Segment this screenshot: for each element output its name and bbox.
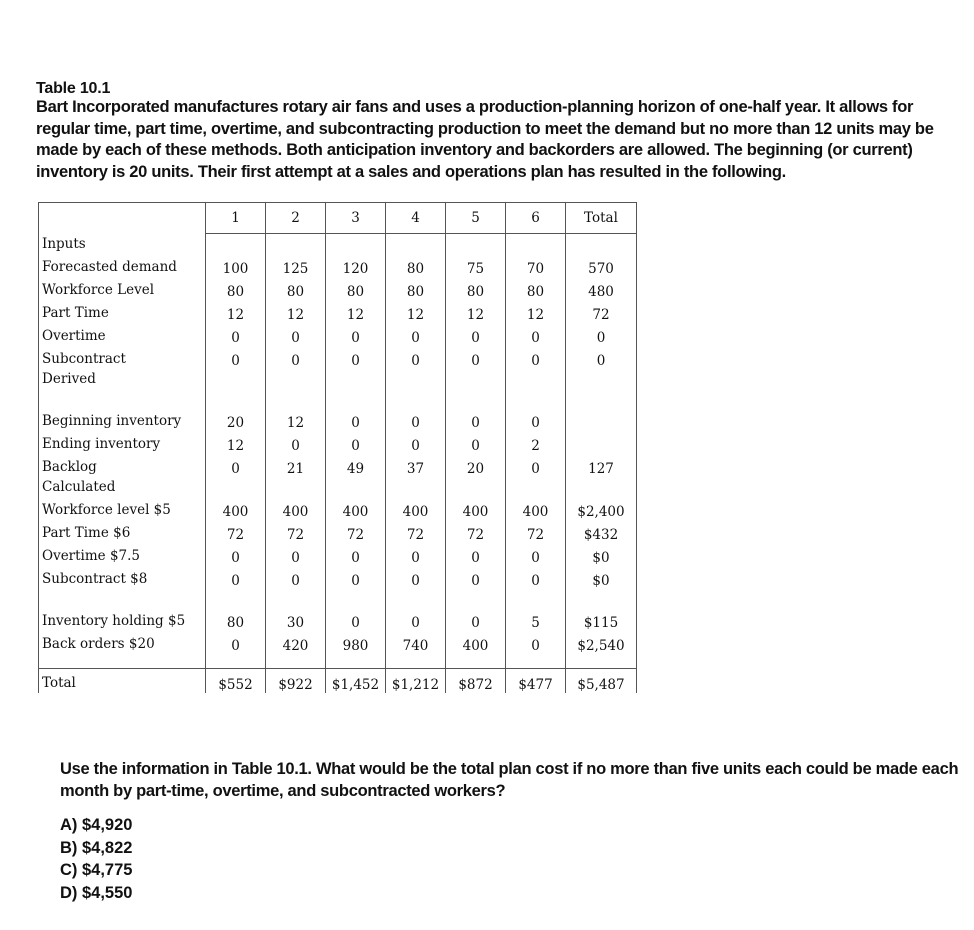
- question-text: Use the information in Table 10.1. What would be the total plan cost if no more than five units each could be made each month by part-time, overtime, and subcontracted workers?: [60, 760, 959, 800]
- table-cell: [506, 234, 566, 255]
- table-cell: [446, 477, 506, 497]
- table-cell: 2: [506, 431, 566, 454]
- table-cell: 0: [206, 631, 266, 654]
- table-cell: 0: [326, 543, 386, 566]
- row-label: Subcontract $8: [39, 566, 206, 589]
- table-cell: [506, 369, 566, 389]
- table-cell: [566, 234, 637, 255]
- table-cell: $0: [566, 566, 637, 589]
- table-cell: 0: [386, 346, 446, 369]
- spacer-row: [39, 654, 637, 669]
- table-row: [39, 589, 637, 631]
- table-cell: 75: [446, 254, 506, 277]
- table-cell: [206, 234, 266, 255]
- section-label-row: [39, 369, 637, 389]
- table-cell: 12: [266, 389, 326, 431]
- table-cell: 12: [446, 300, 506, 323]
- table-cell: $5,487: [566, 669, 637, 694]
- table-cell: 480: [566, 277, 637, 300]
- table-cell: [326, 369, 386, 389]
- table-cell: $2,400: [566, 497, 637, 520]
- table-cell: $432: [566, 520, 637, 543]
- table-cell: 80: [386, 254, 446, 277]
- row-label: Workforce Level: [39, 277, 206, 300]
- table-cell: [266, 369, 326, 389]
- table-cell: 0: [506, 323, 566, 346]
- total-row: [39, 669, 637, 694]
- table-cell: $115: [566, 589, 637, 631]
- row-label: [39, 654, 206, 669]
- table-cell: 0: [386, 589, 446, 631]
- table-cell: 400: [326, 497, 386, 520]
- table-cell: 400: [386, 497, 446, 520]
- table-cell: 0: [326, 346, 386, 369]
- table-row: [39, 300, 637, 323]
- table-cell: 12: [206, 300, 266, 323]
- table-cell: 400: [446, 631, 506, 654]
- table-cell: 0: [206, 543, 266, 566]
- table-cell: 0: [266, 543, 326, 566]
- row-label: Back orders $20: [39, 631, 206, 654]
- row-label: Workforce level $5: [39, 497, 206, 520]
- table-cell: 72: [566, 300, 637, 323]
- intro-paragraph: Bart Incorporated manufactures rotary air fans and uses a production-planning horizon of one-half year. It allows for regular time, part time, overtime, and subcontracting production to meet the demand but no more than 12 units may be made by each of these methods. Both anticipation inventory and backorders are allowed. The beginning (or current) inventory is 20 units. Their first attempt at a sales and operations plan has resulted in the following.: [36, 98, 934, 181]
- table-title: Table 10.1: [36, 80, 111, 97]
- table-cell: 120: [326, 254, 386, 277]
- table-row: [39, 631, 637, 654]
- table-cell: 0: [446, 346, 506, 369]
- table-cell: [386, 369, 446, 389]
- table-cell: 740: [386, 631, 446, 654]
- table-cell: 80: [326, 277, 386, 300]
- table-cell: 0: [326, 589, 386, 631]
- table-cell: 0: [326, 389, 386, 431]
- table-cell: [566, 369, 637, 389]
- table-row: [39, 254, 637, 277]
- table-cell: 0: [206, 454, 266, 477]
- table-cell: 0: [506, 631, 566, 654]
- table-cell: [326, 654, 386, 669]
- column-header: 1: [206, 203, 266, 234]
- table-cell: 30: [266, 589, 326, 631]
- table-cell: 0: [446, 543, 506, 566]
- table-cell: 5: [506, 589, 566, 631]
- table-cell: [446, 369, 506, 389]
- table-cell: 0: [266, 346, 326, 369]
- table-cell: [566, 431, 637, 454]
- row-label: Calculated: [39, 477, 206, 497]
- table-cell: [446, 234, 506, 255]
- table-row: [39, 520, 637, 543]
- table-cell: [206, 369, 266, 389]
- table-cell: 0: [386, 566, 446, 589]
- table-cell: 80: [446, 277, 506, 300]
- table-cell: 21: [266, 454, 326, 477]
- table-cell: 0: [206, 346, 266, 369]
- column-header: Total: [566, 203, 637, 234]
- table-cell: 37: [386, 454, 446, 477]
- table-cell: [326, 234, 386, 255]
- table-row: [39, 566, 637, 589]
- table-cell: [266, 654, 326, 669]
- table-cell: $0: [566, 543, 637, 566]
- table-cell: 0: [566, 323, 637, 346]
- table-row: [39, 543, 637, 566]
- table-cell: 80: [206, 277, 266, 300]
- table-cell: 0: [266, 431, 326, 454]
- table-cell: 0: [446, 589, 506, 631]
- table-cell: 570: [566, 254, 637, 277]
- table-cell: 0: [326, 323, 386, 346]
- table-cell: 0: [206, 566, 266, 589]
- table-cell: 0: [506, 346, 566, 369]
- row-label: Part Time $6: [39, 520, 206, 543]
- table-cell: [266, 477, 326, 497]
- table-cell: 0: [386, 543, 446, 566]
- table-cell: $1,452: [326, 669, 386, 694]
- column-header: 3: [326, 203, 386, 234]
- table-cell: $922: [266, 669, 326, 694]
- table-row: [39, 323, 637, 346]
- row-label: Derived: [39, 369, 206, 389]
- table-cell: [446, 654, 506, 669]
- table-cell: [386, 234, 446, 255]
- table-cell: 0: [506, 543, 566, 566]
- table-cell: [506, 654, 566, 669]
- table-cell: 0: [266, 323, 326, 346]
- table-cell: [206, 477, 266, 497]
- table-cell: 72: [206, 520, 266, 543]
- table-cell: 20: [206, 389, 266, 431]
- section-label-row: [39, 234, 637, 255]
- table-cell: 12: [206, 431, 266, 454]
- table-row: [39, 277, 637, 300]
- table-cell: 80: [386, 277, 446, 300]
- table-cell: 0: [386, 323, 446, 346]
- table-cell: 12: [326, 300, 386, 323]
- table-cell: [386, 654, 446, 669]
- answer-option: D) $4,550: [60, 883, 133, 902]
- answer-options: [60, 814, 132, 904]
- table-cell: $477: [506, 669, 566, 694]
- column-header: [39, 203, 206, 234]
- table-cell: 400: [266, 497, 326, 520]
- table-cell: [266, 234, 326, 255]
- row-label: Part Time: [39, 300, 206, 323]
- table-cell: [566, 477, 637, 497]
- table-cell: 72: [326, 520, 386, 543]
- row-label: Inputs: [39, 234, 206, 255]
- answer-option: C) $4,775: [60, 861, 133, 879]
- table-cell: 0: [446, 389, 506, 431]
- table-row: [39, 389, 637, 431]
- column-header: 6: [506, 203, 566, 234]
- table-cell: 400: [506, 497, 566, 520]
- table-cell: 12: [506, 300, 566, 323]
- table-cell: [386, 477, 446, 497]
- table-cell: 80: [266, 277, 326, 300]
- row-label: Overtime: [39, 323, 206, 346]
- table-cell: 49: [326, 454, 386, 477]
- row-label: Inventory holding $5: [39, 589, 206, 631]
- table-cell: 72: [266, 520, 326, 543]
- table-cell: [206, 654, 266, 669]
- table-cell: 980: [326, 631, 386, 654]
- table-row: [39, 431, 637, 454]
- table-cell: 0: [386, 389, 446, 431]
- row-label: Backlog: [39, 454, 206, 477]
- table-cell: 100: [206, 254, 266, 277]
- sales-operations-plan-table: [38, 202, 637, 693]
- table-cell: 70: [506, 254, 566, 277]
- table-cell: $552: [206, 669, 266, 694]
- table-cell: 420: [266, 631, 326, 654]
- section-label-row: [39, 477, 637, 497]
- table-cell: 12: [266, 300, 326, 323]
- table-cell: [566, 389, 637, 431]
- row-label: Total: [39, 669, 206, 694]
- table-cell: 0: [206, 323, 266, 346]
- table-cell: 400: [206, 497, 266, 520]
- table-cell: $1,212: [386, 669, 446, 694]
- row-label: Subcontract: [39, 346, 206, 369]
- table-cell: 20: [446, 454, 506, 477]
- row-label: Beginning inventory: [39, 389, 206, 431]
- table-cell: 127: [566, 454, 637, 477]
- table-cell: 72: [506, 520, 566, 543]
- table-row: [39, 454, 637, 477]
- row-label: Overtime $7.5: [39, 543, 206, 566]
- table-cell: 72: [446, 520, 506, 543]
- table-cell: [506, 477, 566, 497]
- row-label: Ending inventory: [39, 431, 206, 454]
- table-cell: 0: [566, 346, 637, 369]
- table-cell: $2,540: [566, 631, 637, 654]
- table-cell: 0: [386, 431, 446, 454]
- table-row: [39, 497, 637, 520]
- table-cell: 72: [386, 520, 446, 543]
- table-cell: 12: [386, 300, 446, 323]
- table-cell: 0: [506, 389, 566, 431]
- table-cell: 125: [266, 254, 326, 277]
- answer-option: A) $4,920: [60, 816, 133, 834]
- table-cell: 0: [266, 566, 326, 589]
- table-cell: 0: [506, 454, 566, 477]
- table-header-row: [39, 203, 637, 234]
- table-cell: [566, 654, 637, 669]
- table-cell: $872: [446, 669, 506, 694]
- table-cell: 80: [206, 589, 266, 631]
- table-cell: 0: [446, 566, 506, 589]
- table-cell: [326, 477, 386, 497]
- table-row: [39, 346, 637, 369]
- answer-option: B) $4,822: [60, 838, 133, 857]
- table-cell: 0: [326, 431, 386, 454]
- table-cell: 80: [506, 277, 566, 300]
- column-header: 2: [266, 203, 326, 234]
- column-header: 5: [446, 203, 506, 234]
- row-label: Forecasted demand: [39, 254, 206, 277]
- column-header: 4: [386, 203, 446, 234]
- table-cell: 0: [446, 431, 506, 454]
- table-cell: 0: [446, 323, 506, 346]
- table-cell: 400: [446, 497, 506, 520]
- table-cell: 0: [326, 566, 386, 589]
- table-cell: 0: [506, 566, 566, 589]
